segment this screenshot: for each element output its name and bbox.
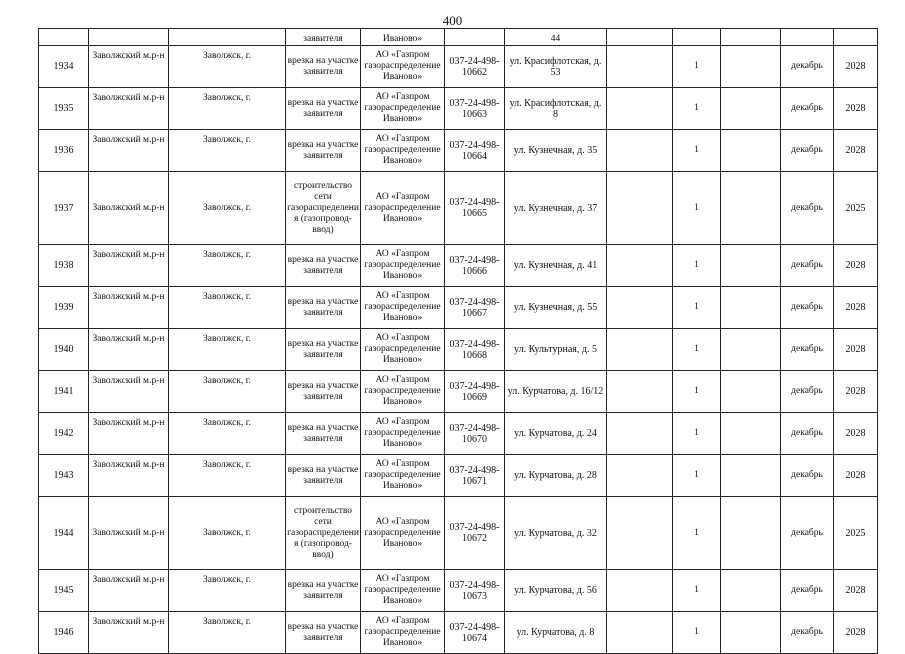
cell-year: 2028	[834, 570, 878, 612]
cell-empty	[445, 29, 505, 46]
cell-organization: АО «Газпром газораспределение Иваново»	[361, 88, 445, 130]
cell-empty	[721, 287, 781, 329]
cell-address: ул. Курчатова, д. 8	[505, 612, 607, 654]
cell-organization: АО «Газпром газораспределение Иваново»	[361, 413, 445, 455]
table-row	[39, 413, 878, 455]
cell-number: 1940	[39, 329, 89, 371]
cell-month: декабрь	[781, 455, 834, 497]
cell-city: Заволжск, г.	[169, 371, 286, 413]
cell-code: 037-24-498-10670	[445, 413, 505, 455]
cell-quantity: 1	[673, 570, 721, 612]
cell-month: декабрь	[781, 371, 834, 413]
table-row	[39, 570, 878, 612]
cell-organization: АО «Газпром газораспределение Иваново»	[361, 130, 445, 172]
table-row	[39, 172, 878, 245]
cell-city: Заволжск, г.	[169, 329, 286, 371]
gas-connection-table	[38, 28, 878, 654]
cell-year: 2028	[834, 245, 878, 287]
cell-organization: АО «Газпром газораспределение Иваново»	[361, 46, 445, 88]
cell-work: врезка на участке заявителя	[286, 413, 361, 455]
cell-city: Заволжск, г.	[169, 455, 286, 497]
table-row-continued	[39, 29, 878, 46]
cell-work: врезка на участке заявителя	[286, 287, 361, 329]
table-row	[39, 497, 878, 570]
cell-empty	[607, 329, 673, 371]
cell-city: Заволжск, г.	[169, 497, 286, 570]
table-row	[39, 612, 878, 654]
cell-month: декабрь	[781, 46, 834, 88]
cell-work: врезка на участке заявителя	[286, 612, 361, 654]
cell-year: 2028	[834, 371, 878, 413]
cell-organization: АО «Газпром газораспределение Иваново»	[361, 371, 445, 413]
cell-address: ул. Красифлотская, д. 53	[505, 46, 607, 88]
cell-year: 2028	[834, 455, 878, 497]
cell-empty	[607, 29, 673, 46]
cell-month: декабрь	[781, 570, 834, 612]
cell-address: ул. Курчатова, д. 32	[505, 497, 607, 570]
cell-municipality: Заволжский м.р-н	[89, 88, 169, 130]
cell-address: ул. Курчатова, д. 24	[505, 413, 607, 455]
cell-empty	[721, 413, 781, 455]
cell-empty	[39, 29, 89, 46]
cell-empty	[721, 46, 781, 88]
cell-year: 2028	[834, 130, 878, 172]
cell-year: 2028	[834, 612, 878, 654]
cell-number: 1945	[39, 570, 89, 612]
cell-organization: АО «Газпром газораспределение Иваново»	[361, 570, 445, 612]
cell-month: декабрь	[781, 245, 834, 287]
cell-empty	[721, 329, 781, 371]
cell-organization: АО «Газпром газораспределение Иваново»	[361, 172, 445, 245]
cell-empty	[781, 29, 834, 46]
cell-year: 2025	[834, 172, 878, 245]
cell-year: 2025	[834, 497, 878, 570]
cell-quantity: 1	[673, 46, 721, 88]
cell-code: 037-24-498-10672	[445, 497, 505, 570]
cell-address: ул. Курчатова, д. 28	[505, 455, 607, 497]
cell-empty	[607, 130, 673, 172]
cell-organization: АО «Газпром газораспределение Иваново»	[361, 612, 445, 654]
cell-city: Заволжск, г.	[169, 570, 286, 612]
cell-empty	[607, 88, 673, 130]
cell-empty	[721, 455, 781, 497]
cell-empty	[607, 570, 673, 612]
cell-empty	[607, 287, 673, 329]
cell-quantity: 1	[673, 413, 721, 455]
cell-year: 2028	[834, 413, 878, 455]
cell-empty	[607, 455, 673, 497]
cell-municipality: Заволжский м.р-н	[89, 46, 169, 88]
cell-empty	[721, 245, 781, 287]
cell-empty	[607, 46, 673, 88]
cell-municipality: Заволжский м.р-н	[89, 455, 169, 497]
cell-organization: АО «Газпром газораспределение Иваново»	[361, 245, 445, 287]
cell-organization: АО «Газпром газораспределение Иваново»	[361, 455, 445, 497]
cell-municipality: Заволжский м.р-н	[89, 612, 169, 654]
cell-empty	[607, 612, 673, 654]
cell-month: декабрь	[781, 130, 834, 172]
cell-empty	[673, 29, 721, 46]
cell-work: строительство сети газораспределения (газопровод-ввод)	[286, 172, 361, 245]
cell-month: декабрь	[781, 497, 834, 570]
cell-empty	[607, 172, 673, 245]
cell-empty	[721, 570, 781, 612]
cell-address: 44	[505, 29, 607, 46]
cell-empty	[721, 130, 781, 172]
cell-number: 1939	[39, 287, 89, 329]
cell-code: 037-24-498-10667	[445, 287, 505, 329]
cell-organization: Иваново»	[361, 29, 445, 46]
table-row	[39, 287, 878, 329]
cell-municipality: Заволжский м.р-н	[89, 172, 169, 245]
cell-organization: АО «Газпром газораспределение Иваново»	[361, 497, 445, 570]
cell-year: 2028	[834, 46, 878, 88]
cell-empty	[721, 497, 781, 570]
cell-empty	[721, 371, 781, 413]
cell-city: Заволжск, г.	[169, 46, 286, 88]
cell-month: декабрь	[781, 172, 834, 245]
cell-quantity: 1	[673, 245, 721, 287]
cell-empty	[169, 29, 286, 46]
table-row	[39, 88, 878, 130]
cell-quantity: 1	[673, 329, 721, 371]
cell-month: декабрь	[781, 413, 834, 455]
cell-municipality: Заволжский м.р-н	[89, 329, 169, 371]
cell-work: врезка на участке заявителя	[286, 245, 361, 287]
cell-quantity: 1	[673, 130, 721, 172]
cell-work: врезка на участке заявителя	[286, 46, 361, 88]
cell-number: 1937	[39, 172, 89, 245]
cell-city: Заволжск, г.	[169, 287, 286, 329]
cell-address: ул. Кузнечная, д. 35	[505, 130, 607, 172]
cell-address: ул. Кузнечная, д. 41	[505, 245, 607, 287]
cell-work: врезка на участке заявителя	[286, 88, 361, 130]
cell-municipality: Заволжский м.р-н	[89, 413, 169, 455]
cell-year: 2028	[834, 88, 878, 130]
cell-number: 1935	[39, 88, 89, 130]
cell-empty	[721, 612, 781, 654]
cell-empty	[721, 29, 781, 46]
cell-number: 1942	[39, 413, 89, 455]
cell-quantity: 1	[673, 371, 721, 413]
table-row	[39, 245, 878, 287]
table-row	[39, 46, 878, 88]
cell-number: 1944	[39, 497, 89, 570]
cell-organization: АО «Газпром газораспределение Иваново»	[361, 287, 445, 329]
cell-address: ул. Культурная, д. 5	[505, 329, 607, 371]
cell-address: ул. Красифлотская, д. 8	[505, 88, 607, 130]
cell-work: врезка на участке заявителя	[286, 455, 361, 497]
cell-month: декабрь	[781, 329, 834, 371]
cell-number: 1941	[39, 371, 89, 413]
cell-city: Заволжск, г.	[169, 88, 286, 130]
table-row	[39, 130, 878, 172]
cell-work: строительство сети газораспределения (газопровод-ввод)	[286, 497, 361, 570]
cell-work: врезка на участке заявителя	[286, 371, 361, 413]
cell-municipality: Заволжский м.р-н	[89, 371, 169, 413]
cell-address: ул. Кузнечная, д. 55	[505, 287, 607, 329]
table-row	[39, 329, 878, 371]
cell-quantity: 1	[673, 455, 721, 497]
cell-municipality: Заволжский м.р-н	[89, 570, 169, 612]
cell-municipality: Заволжский м.р-н	[89, 287, 169, 329]
cell-municipality: Заволжский м.р-н	[89, 245, 169, 287]
cell-code: 037-24-498-10669	[445, 371, 505, 413]
cell-empty	[607, 413, 673, 455]
cell-work: заявителя	[286, 29, 361, 46]
cell-city: Заволжск, г.	[169, 612, 286, 654]
cell-city: Заволжск, г.	[169, 413, 286, 455]
cell-empty	[89, 29, 169, 46]
cell-city: Заволжск, г.	[169, 245, 286, 287]
cell-organization: АО «Газпром газораспределение Иваново»	[361, 329, 445, 371]
cell-empty	[607, 371, 673, 413]
cell-number: 1946	[39, 612, 89, 654]
cell-year: 2028	[834, 287, 878, 329]
cell-work: врезка на участке заявителя	[286, 329, 361, 371]
cell-empty	[721, 172, 781, 245]
cell-month: декабрь	[781, 287, 834, 329]
cell-month: декабрь	[781, 612, 834, 654]
cell-code: 037-24-498-10664	[445, 130, 505, 172]
cell-address: ул. Кузнечная, д. 37	[505, 172, 607, 245]
cell-quantity: 1	[673, 88, 721, 130]
cell-address: ул. Курчатова, д. 16/12	[505, 371, 607, 413]
cell-quantity: 1	[673, 612, 721, 654]
cell-empty	[721, 88, 781, 130]
cell-city: Заволжск, г.	[169, 172, 286, 245]
page-number: 400	[442, 13, 463, 28]
cell-code: 037-24-498-10671	[445, 455, 505, 497]
cell-month: декабрь	[781, 88, 834, 130]
cell-municipality: Заволжский м.р-н	[89, 497, 169, 570]
cell-work: врезка на участке заявителя	[286, 130, 361, 172]
cell-code: 037-24-498-10674	[445, 612, 505, 654]
cell-code: 037-24-498-10668	[445, 329, 505, 371]
cell-number: 1936	[39, 130, 89, 172]
cell-code: 037-24-498-10673	[445, 570, 505, 612]
cell-empty	[607, 245, 673, 287]
cell-code: 037-24-498-10662	[445, 46, 505, 88]
cell-code: 037-24-498-10665	[445, 172, 505, 245]
cell-year: 2028	[834, 329, 878, 371]
cell-quantity: 1	[673, 172, 721, 245]
table-row	[39, 455, 878, 497]
cell-city: Заволжск, г.	[169, 130, 286, 172]
cell-municipality: Заволжский м.р-н	[89, 130, 169, 172]
cell-empty	[607, 497, 673, 570]
cell-number: 1934	[39, 46, 89, 88]
cell-code: 037-24-498-10663	[445, 88, 505, 130]
table-row	[39, 371, 878, 413]
cell-number: 1943	[39, 455, 89, 497]
cell-work: врезка на участке заявителя	[286, 570, 361, 612]
cell-address: ул. Курчатова, д. 56	[505, 570, 607, 612]
cell-empty	[834, 29, 878, 46]
cell-quantity: 1	[673, 497, 721, 570]
cell-number: 1938	[39, 245, 89, 287]
table-body	[39, 29, 878, 654]
cell-quantity: 1	[673, 287, 721, 329]
cell-code: 037-24-498-10666	[445, 245, 505, 287]
